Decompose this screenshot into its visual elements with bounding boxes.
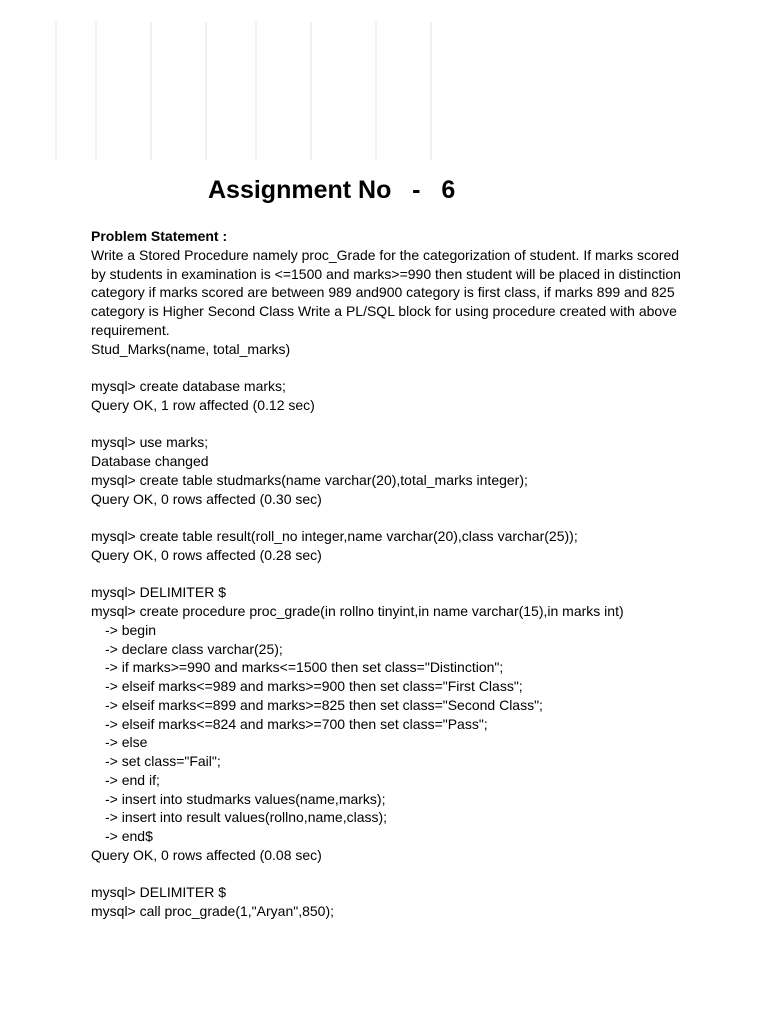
sql-line: mysql> create table result(roll_no integer,name varchar(20),class varchar(25)); (91, 528, 578, 544)
problem-statement (91, 246, 681, 359)
document-body (91, 227, 691, 921)
page-title: Assignment No - 6 (208, 176, 456, 204)
schema-line: Stud_Marks(name, total_marks) (91, 340, 291, 357)
problem-line: Write a Stored Procedure namely proc_Grade for the categorization of student. If marks scored (91, 246, 680, 263)
sql-block-call (91, 883, 691, 921)
procedure-line: -> elseif marks<=824 and marks>=700 then set class="Pass"; (105, 715, 488, 732)
procedure-line: -> if marks>=990 and marks<=1500 then set class="Distinction"; (105, 659, 504, 676)
procedure-line: -> declare class varchar(25); (105, 640, 283, 657)
sql-output: Query OK, 0 rows affected (0.28 sec) (91, 546, 322, 563)
sql-line: mysql> call proc_grade(1,"Aryan",850); (91, 903, 334, 919)
sql-output: Query OK, 0 rows affected (0.30 sec) (91, 490, 322, 507)
sql-line: mysql> DELIMITER $ (91, 884, 226, 901)
scan-artifact (55, 22, 435, 162)
sql-line: mysql> DELIMITER $ (91, 584, 226, 601)
sql-block-create-db (91, 377, 691, 415)
problem-line: by students in examination is <=1500 and marks>=990 then student will be placed in distinction (91, 265, 681, 282)
problem-heading: Problem Statement : (91, 228, 228, 244)
problem-line: category is Higher Second Class Write a PL/SQL block for using procedure created with above (91, 303, 677, 319)
procedure-line: -> else (105, 734, 148, 751)
procedure-line: -> insert into result values(rollno,name,class); (105, 809, 388, 826)
procedure-line: -> insert into studmarks values(name,marks); (105, 790, 386, 807)
sql-block-create-table (91, 433, 691, 508)
procedure-line: -> end if; (105, 771, 160, 788)
procedure-line: -> elseif marks<=989 and marks>=900 then set class="First Class"; (105, 678, 523, 694)
sql-output: Query OK, 1 row affected (0.12 sec) (91, 396, 315, 413)
procedure-line: -> elseif marks<=899 and marks>=825 then set class="Second Class"; (105, 696, 543, 713)
procedure-line: -> set class="Fail"; (105, 753, 221, 769)
sql-output: Query OK, 0 rows affected (0.08 sec) (91, 846, 322, 863)
sql-output: Database changed (91, 453, 209, 469)
problem-line: requirement. (91, 321, 170, 338)
sql-line: mysql> create procedure proc_grade(in rollno tinyint,in name varchar(15),in marks int) (91, 603, 624, 619)
sql-block-procedure (91, 583, 691, 864)
sql-block-result-table (91, 527, 691, 565)
sql-line: mysql> create table studmarks(name varchar(20),total_marks integer); (91, 471, 528, 488)
sql-line: mysql> create database marks; (91, 378, 286, 394)
sql-line: mysql> use marks; (91, 434, 209, 451)
procedure-line: -> end$ (105, 828, 153, 844)
problem-line: category if marks scored are between 989 and900 category is first class, if marks 899 and 825 (91, 284, 675, 301)
procedure-line: -> begin (105, 621, 156, 638)
